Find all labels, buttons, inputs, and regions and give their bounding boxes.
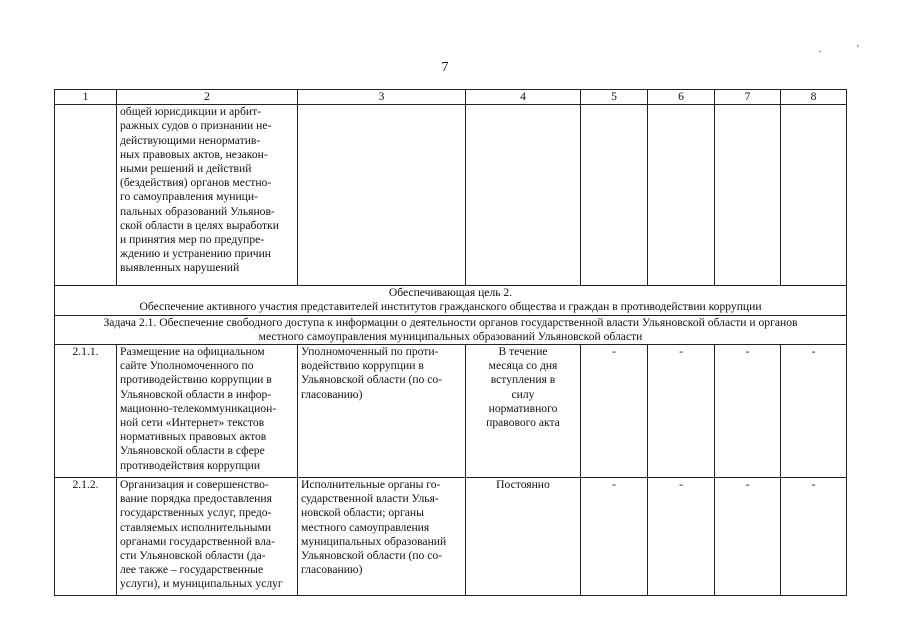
cell-line: ных правовых актов, незакон-: [120, 147, 268, 161]
scan-mark: ': [857, 44, 859, 55]
cell-line: месяца со дня: [488, 359, 558, 373]
cell-line: ражных судов о признании не-: [120, 119, 272, 133]
value-cell: -: [715, 478, 781, 596]
cell-line: Ульяновской области в инфор-: [120, 387, 272, 401]
measure-description: [117, 478, 298, 596]
cell-line: В течение: [498, 345, 548, 359]
cell-line: го самоуправления муници-: [120, 190, 258, 204]
cell-line: ждению и устранению причин: [120, 247, 271, 261]
cell-line: новской области; органы: [301, 506, 424, 520]
responsible-cell: [298, 478, 466, 596]
value-cell: -: [781, 345, 847, 478]
cell-line: местного самоуправления: [301, 520, 430, 534]
goal-title: Обеспечивающая цель 2.: [388, 286, 513, 300]
cell-line: Организация и совершенство-: [120, 478, 269, 492]
header-cell: 1: [55, 90, 117, 105]
measures-table: [54, 89, 847, 596]
cell-line: противодействию коррупции в: [120, 373, 272, 387]
cell-line: Размещение на официальном: [120, 345, 265, 359]
task-line: местного самоуправления муниципальных образований Ульяновской области: [258, 329, 643, 343]
header-cell: 2: [117, 90, 298, 105]
goal-row: [55, 286, 847, 315]
task-line: Задача 2.1. Обеспечение свободного доступа к информации о деятельности органов государственной власти Ульяновской области и органов: [103, 315, 798, 329]
cell-line: лее также – государственные: [120, 563, 264, 577]
deadline-cell: [466, 478, 581, 596]
cell-line: Ульяновской области в сфере: [120, 444, 265, 458]
cell-line: и принятия мер по предупре-: [120, 233, 265, 247]
page-number: 7: [441, 60, 449, 75]
header-cell: 4: [466, 90, 581, 105]
cell-line: сударственной власти Улья-: [301, 492, 439, 506]
cell-line: нормативного: [488, 401, 558, 415]
table-row: [55, 345, 847, 478]
cell-line: Ульяновской области (по со-: [301, 373, 443, 387]
value-cell: -: [715, 345, 781, 478]
cell-line: вание порядка предоставления: [120, 492, 272, 506]
cell-line: пальных образований Ульянов-: [120, 204, 275, 218]
cell-line: Исполнительные органы го-: [301, 478, 441, 492]
row-number-cell: 2.1.1.: [55, 345, 117, 478]
scan-mark: .: [819, 44, 822, 55]
row-number-cell: [55, 105, 117, 286]
value-cell: -: [581, 478, 648, 596]
value-cell: -: [781, 478, 847, 596]
table-header-row: [55, 90, 847, 105]
header-cell: 6: [648, 90, 715, 105]
responsible-cell: [298, 105, 466, 286]
cell-line: действующими ненорматив-: [120, 133, 261, 147]
row-number-cell: 2.1.2.: [55, 478, 117, 596]
task-cell: [55, 315, 847, 344]
cell-line: Ульяновской области (по со-: [301, 549, 443, 563]
value-cell: -: [581, 345, 648, 478]
cell-line: общей юрисдикции и арбит-: [120, 105, 262, 119]
cell-line: ными решений и действий: [120, 162, 252, 176]
cell-line: вступления в: [490, 373, 556, 387]
continued-row: [55, 105, 847, 286]
table-row: [55, 478, 847, 596]
cell-line: нормативных правовых актов: [120, 430, 267, 444]
deadline-cell: [466, 105, 581, 286]
cell-line: правового акта: [486, 416, 560, 430]
cell-line: Постоянно: [496, 478, 550, 492]
cell-line: сти Ульяновской области (да-: [120, 549, 266, 563]
cell-line: ной сети «Интернет» текстов: [120, 416, 265, 430]
deadline-cell: [466, 345, 581, 478]
measure-description: [117, 345, 298, 478]
value-cell: [781, 105, 847, 286]
cell-line: водействию коррупции в: [301, 359, 424, 373]
cell-line: гласованию): [301, 563, 363, 577]
header-cell: 5: [581, 90, 648, 105]
value-cell: [648, 105, 715, 286]
goal-text: Обеспечение активного участия представителей институтов гражданского общества и граждан в противодействии коррупции: [139, 300, 762, 314]
value-cell: [581, 105, 648, 286]
cell-line: силу: [511, 387, 535, 401]
cell-line: (бездействия) органов местно-: [120, 176, 272, 190]
header-cell: 3: [298, 90, 466, 105]
cell-line: услуги), и муниципальных услуг: [120, 577, 283, 591]
cell-line: государственных услуг, предо-: [120, 506, 272, 520]
cell-line: органами государственной вла-: [120, 534, 275, 548]
cell-line: мационно-телекоммуникацион-: [120, 401, 277, 415]
cell-line: Уполномоченный по проти-: [301, 345, 439, 359]
cell-line: ставляемых исполнительными: [120, 520, 272, 534]
header-cell: 8: [781, 90, 847, 105]
header-cell: 7: [715, 90, 781, 105]
value-cell: -: [648, 345, 715, 478]
cell-line: муниципальных образований: [301, 534, 447, 548]
cell-line: гласованию): [301, 387, 363, 401]
value-cell: [715, 105, 781, 286]
measure-description: [117, 105, 298, 286]
cell-line: сайте Уполномоченного по: [120, 359, 254, 373]
cell-line: ской области в целях выработки: [120, 218, 279, 232]
responsible-cell: [298, 345, 466, 478]
goal-cell: [55, 286, 847, 315]
cell-line: противодействия коррупции: [120, 458, 261, 472]
value-cell: -: [648, 478, 715, 596]
task-row: [55, 315, 847, 344]
cell-line: выявленных нарушений: [120, 261, 240, 275]
